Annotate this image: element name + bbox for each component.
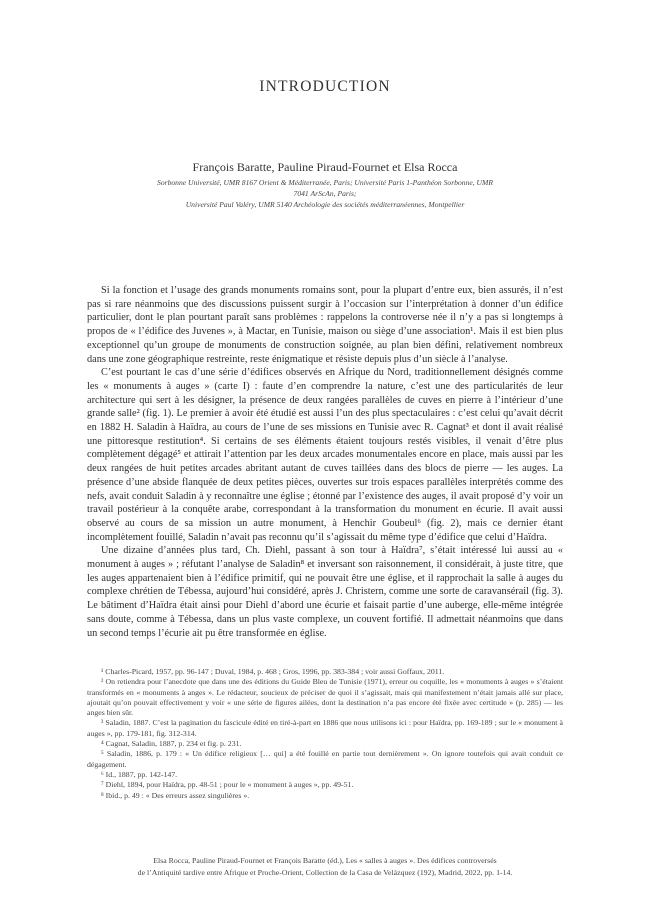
footnote: ⁶ Id., 1887, pp. 142-147. (101, 769, 178, 779)
paragraph: Une dizaine d’années plus tard, Ch. Diehl, passant à son tour à Haïdra⁷, s’était intéressé lui aussi au « monument à auges » ; réfutant l’analyse de Saladin⁸ et inversant son raisonnement, il considérait, à juste titre, que les auges appartenaient bien à l’édifice primitif, qui ne pouvait être une église, et il rapprochait la salle à auges du complexe chrétien de Tébessa, aujourd’hui considéré, après J. Christern, comme une sorte de caravansérail (fig. 3). Le bâtiment d’Haïdra était ainsi pour Diehl d’abord une écurie et faisait partie d’une auberge, elle-même intégrée sans doute, comme à Tébessa, dans un plus vaste complexe, un couvent fortifié. Il admettait néanmoins que dans un second temps l’écurie ait pu être transformée en église. (87, 545, 563, 639)
paragraph: C’est pourtant le cas d’une série d’édifices observés en Afrique du Nord, traditionnellement désignés comme les « monuments à auges » (carte I) : faute d’en comprendre la nature, c’est une des particularités de leur architecture qui sert à les désigner, la présence de deux rangées parallèles de cuves en pierre à l’intérieur d’une grande salle² (fig. 1). Le premier à avoir été étudié est aussi l’un des plus spectaculaires : c’est celui qu’avait décrit en 1882 H. Saladin à Haïdra, au cours de l’une de ses missions en Tunisie avec R. Cagnat³ et dont il avait réalisé une pittoresque restitution⁴. Si certains de ses éléments étaient toujours restés visibles, il venait d’être plus complètement dégagé⁵ et attirait l’attention par les deux arcades monumentales encore en place, mais aussi par les deux rangées de huit petites arcades abritant autant de cuves taillées dans des blocs de pierre — les auges. La présence d’une abside flanquée de deux petites pièces, ouvertes sur trois espaces parallèles interprétés comme des nefs, avait conduit Saladin à y reconnaître une église ; étonné par l’existence des auges, il avait proposé d’y voir un travail postérieur à la conquête arabe, correspondant à la transformation du monument en écurie. Il avait aussi observé au cours de sa mission un autre monument, à Henchir Goubeul⁶ (fig. 2), mais ce dernier étant incomplètement fouillé, Saladin n’avait pas reconnu qu’il s’agissait du même type d’édifice que celui d’Haïdra. (87, 367, 563, 543)
reference-line: de l’Antiquité tardive entre Afrique et Proche-Orient, Collection de la Casa de Velázquez (192), Madrid, 2022, pp. 1-14. (137, 867, 513, 877)
affiliation-line: Sorbonne Université, UMR 8167 Orient & Méditerranée, Paris; Université Paris 1-Panthéon Sorbonne, UMR 7041 ArScAn, Paris; (157, 178, 493, 198)
footnote: ⁵ Saladin, 1886, p. 179 : « Un édifice religieux [… qui] a été fouillé en partie tout dernièrement ». On ignore toutefois qui avait conduit ce dégagement. (87, 749, 563, 769)
footnote: ⁷ Diehl, 1894, pour Haïdra, pp. 48-51 ; pour le « monument à auges », pp. 49-51. (101, 780, 354, 790)
footnote: ⁴ Cagnat, Saladin, 1887, p. 234 et fig. p. 231. (101, 739, 242, 749)
affiliation-line: Université Paul Valéry, UMR 5140 Archéologie des sociétés méditerranéennes, Montpellier (185, 200, 465, 209)
paragraph: Si la fonction et l’usage des grands monuments romains sont, pour la plupart d’entre eux, bien assurés, il n’est pas si rare néanmoins que des discussions puissent surgir à l’occasion sur l’interprétation à donner d’un édifice particulier, dont le plan pourtant paraît sans problèmes : rappelons la controverse née il n’y a pas si longtemps à propos de « l’édifice des Juvenes », à Mactar, en Tunisie, maison ou siège d’une association¹. Mais il est bien plus exceptionnel qu’un groupe de monuments de construction soignée, au plan bien défini, relativement nombreux dans une zone géographique restreinte, reste énigmatique et résiste depuis plus d’un siècle à l’analyse. (87, 285, 563, 365)
footnotes (87, 667, 563, 801)
chapter-title: INTRODUCTION (259, 78, 391, 95)
body-text (87, 284, 563, 640)
footnote: ² On retiendra pour l’anecdote que dans une des éditions du Guide Bleu de Tunisie (1971), erreur ou coquille, les « monuments à auges » s’étaient transformés en « monuments à anges ». Le rédacteur, soucieux de préciser de quoi il s’agissait, mais qui manifestement n’était jamais allé sur place, ajoutait qu’on pouvait effectivement y voir « une série de figures ailées, dont la destination n’a pas encore été fixée avec certitude » (p. 285) — les anges bien sûr. (87, 677, 563, 718)
footnote: ³ Saladin, 1887. C’est la pagination du fascicule édité en tiré-à-part en 1886 que nous utilisons ici : pour Haïdra, pp. 169-189 ; sur le « monument à auges », pp. 179-181, fig. 312-314. (87, 718, 563, 738)
authors: François Baratte, Pauline Piraud-Fournet et Elsa Rocca (192, 160, 458, 174)
reference-line: Elsa Rocca, Pauline Piraud-Fournet et François Baratte (éd.), Les « salles à auges ». Des édifices controversés (153, 856, 497, 865)
bibliographic-reference (87, 855, 563, 878)
footnote: ⁸ Ibid., p. 49 : « Des erreurs assez singulières ». (101, 790, 250, 800)
footnote: ¹ Charles-Picard, 1957, pp. 96-147 ; Duval, 1984, p. 468 ; Gros, 1996, pp. 383-384 ; voir aussi Goffaux, 2011. (101, 667, 445, 676)
affiliations (150, 177, 500, 210)
